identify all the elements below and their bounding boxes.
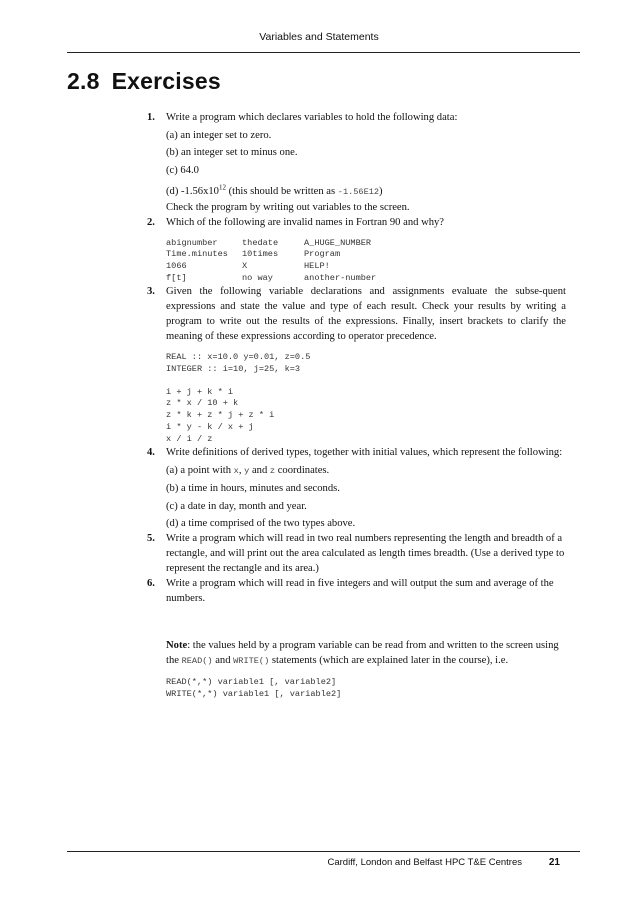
table-cell: no way [242, 272, 273, 283]
exercise-text: Which of the following are invalid names in Fortran 90 and why? [166, 216, 445, 228]
exercise-part: (c) 64.0 [166, 164, 199, 176]
exercise-part [166, 463, 566, 479]
exercise-1 [147, 110, 566, 215]
table-cell: Time.minutes [166, 249, 228, 260]
code-line: z * x / 10 + k [166, 398, 239, 409]
section-number: 2.8 [67, 68, 100, 94]
exercise-number: 6. [147, 578, 155, 590]
part-text: coordinates. [275, 464, 330, 476]
footer-text: Cardiff, London and Belfast HPC T&E Centres [327, 857, 522, 868]
exercise-part: (d) a time comprised of the two types above. [166, 518, 356, 530]
code-line: x / i / z [166, 433, 213, 444]
exercise-part: (c) a date in day, month and year. [166, 500, 307, 512]
part-text: (this should be written as [225, 185, 338, 197]
table-cell: 1066 [166, 260, 187, 271]
code-line: z * k + z * j + z * i [166, 410, 275, 421]
code-line: INTEGER :: i=10, j=25, k=3 [166, 364, 301, 375]
footer-rule [67, 851, 580, 852]
running-header: Variables and Statements [259, 31, 379, 43]
exercise-5 [147, 531, 566, 576]
code-line: i * y - k / x + j [166, 421, 254, 432]
exercise-text: Given the following variable declarations and assignments evaluate the subse-quent expressions and state the value and type of each result. Check your results by writing a program to write out the results of the expressions. Finally, insert brackets to clarify the meaning of these expressions according to operator precedence. [166, 286, 566, 343]
part-text: and [249, 464, 270, 476]
exercise-number: 5. [147, 533, 155, 545]
table-row [166, 273, 376, 285]
part-text: (a) a point with [166, 464, 234, 476]
note-block [166, 638, 566, 700]
exercise-4 [147, 445, 566, 531]
exercise-text: Write definitions of derived types, together with initial values, which represent the following: [166, 447, 563, 459]
note-body: and [212, 655, 234, 667]
exercise-list [147, 110, 566, 701]
exponent: 12 [218, 182, 226, 191]
table-cell: thedate [242, 237, 279, 248]
table-row [166, 238, 376, 250]
inline-code: y [244, 465, 250, 476]
table-cell: X [242, 260, 248, 271]
exercise-number: 2. [147, 216, 155, 228]
exercise-text: Check the program by writing out variables to the screen. [166, 201, 410, 213]
exercise-text: Write a program which will read in five integers and will output the sum and average of the numbers. [166, 578, 554, 605]
exercise-number: 1. [147, 112, 155, 123]
exercise-part: (b) a time in hours, minutes and seconds. [166, 483, 340, 495]
exercise-number: 3. [147, 286, 155, 298]
code-line: REAL :: x=10.0 y=0.01, z=0.5 [166, 352, 311, 363]
exercise-3 [147, 284, 566, 445]
table-cell: A_HUGE_NUMBER [304, 237, 372, 248]
table-row [166, 261, 376, 273]
section-title [67, 68, 221, 95]
code-line: i + j + k * i [166, 386, 234, 397]
inline-code: -1.56E12 [337, 186, 380, 197]
table-cell: 10times [242, 249, 279, 260]
exercise-number: 4. [147, 447, 155, 459]
part-text: (d) -1.56x10 [166, 185, 219, 197]
table-cell: abignumber [166, 237, 218, 248]
table-cell: Program [304, 249, 341, 260]
table-cell: f[t] [166, 272, 187, 283]
table-cell: HELP! [304, 260, 330, 271]
exercise-2 [147, 215, 566, 285]
note-body: : the values held by a program variable can be read from and written to the screen using the [166, 640, 559, 667]
part-text: ) [379, 185, 383, 197]
section-title-text: Exercises [111, 68, 221, 94]
code-line: WRITE(*,*) variable1 [, variable2] [166, 688, 342, 699]
part-text: , [238, 464, 245, 476]
inline-code: x [233, 465, 239, 476]
page-number: 21 [548, 857, 560, 868]
exercise-text: Write a program which will read in two real numbers representing the length and breadth of a rectangle, and will print out the area calculated as length times breadth. (Use a derived type to represent the rectangle and its area.) [166, 533, 565, 575]
exercise-part [166, 184, 566, 200]
table-cell: another-number [304, 272, 377, 283]
names-table [166, 238, 376, 285]
header-rule [67, 52, 580, 53]
table-row [166, 249, 376, 261]
exercise-part: (b) an integer set to minus one. [166, 147, 298, 158]
inline-code: READ() [181, 656, 213, 667]
note-label: Note [166, 640, 188, 652]
note-text [166, 638, 566, 669]
exercise-6 [147, 576, 566, 606]
note-body: statements (which are explained later in the course), i.e. [269, 655, 509, 667]
code-line: READ(*,*) variable1 [, variable2] [166, 677, 337, 688]
exercise-text: Write a program which declares variables to hold the following data: [166, 112, 458, 123]
exercise-part: (a) an integer set to zero. [166, 129, 272, 141]
inline-code: WRITE() [233, 656, 270, 667]
inline-code: z [269, 465, 276, 476]
